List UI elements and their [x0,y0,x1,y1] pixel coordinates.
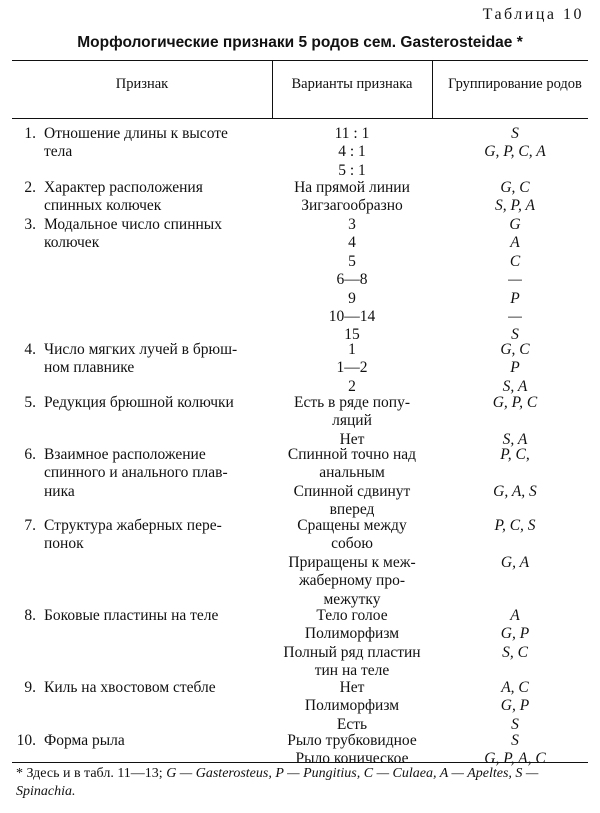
grouping-cell-line: G, A, S [493,482,537,500]
footnote-intro: * Здесь и в табл. 11—13; [16,766,163,781]
header-rule [12,118,588,119]
variants-cell-line: Спинной точно над [287,446,417,463]
row-number: 1. [24,125,36,142]
header-variants: Варианты признака [291,76,413,92]
variants-cell [272,607,432,681]
variants-cell-line: 11 : 1 [334,125,370,142]
feature-cell [44,125,280,162]
feature-cell [44,216,280,253]
feature-cell [44,394,280,412]
variants-cell [272,216,432,345]
grouping-cell [432,517,598,609]
footnote-abbreviations: G — Gasterosteus, P — Pungitius, C — Culaea, A — Apeltes, S — Spinachia. [16,766,539,799]
grouping-cell-line: S [511,732,519,749]
grouping-cell-line: G, P, C, A [484,143,546,161]
grouping-cell-line: A [510,234,520,252]
variants-cell [272,394,432,449]
grouping-cell-line: S, P, A [495,197,535,215]
grouping-cell-line: A [510,607,520,624]
row-number: 8. [24,607,36,624]
grouping-cell [432,216,598,345]
grouping-cell [432,446,598,520]
header-grouping: Группирование родов [448,76,582,92]
bottom-rule [12,762,588,763]
variants-cell-line: 9 [348,289,356,307]
variants-cell-line: 4 : 1 [338,143,366,161]
feature-cell [44,732,280,750]
variants-cell-line: вперед [329,501,375,519]
feature-cell-line: Боковые пластины на теле [44,607,219,624]
variants-cell-line: Нет [339,679,365,696]
feature-cell [44,607,280,625]
variants-cell-line: 2 [348,377,356,395]
grouping-cell-line: G, P, C [492,394,538,411]
variants-cell-line: жаберному про- [298,572,406,590]
grouping-cell [432,341,598,396]
top-rule [12,60,588,61]
row-number: 9. [24,679,36,696]
variants-cell [272,679,432,734]
feature-cell [44,679,280,697]
variants-cell [272,732,432,769]
variants-cell-line: анальным [319,464,385,482]
row-number: 3. [24,216,36,233]
variants-cell-line: 10—14 [328,307,376,325]
grouping-cell-line: G, A [500,553,530,571]
variants-cell-line: Тело голое [316,607,388,624]
grouping-cell-line: — [508,307,522,325]
feature-cell-line: ном плавнике [44,359,135,377]
grouping-cell-line [432,464,598,482]
feature-cell-line: Форма рыла [44,732,125,749]
table-number: Таблица 10 [482,6,584,23]
grouping-cell-line: P, C, [500,446,530,463]
grouping-cell-line: S, A [502,377,528,395]
variants-cell-line: Приращены к меж- [288,553,416,571]
feature-cell-line: Киль на хвостовом стебле [44,679,216,696]
feature-cell-line: Взаимное расположение [44,446,206,463]
variants-cell-line: межутку [323,590,381,608]
row-number: 6. [24,446,36,463]
table-caption: Морфологические признаки 5 родов сем. Gasterosteidae * [77,34,523,51]
variants-cell-line: тин на теле [314,662,390,680]
grouping-cell [432,679,598,734]
feature-cell [44,517,280,554]
feature-cell-line: ника [44,482,75,500]
variants-cell-line: собою [331,535,373,553]
variants-cell-line: 1—2 [336,359,368,377]
grouping-cell-line: A, C [501,679,529,696]
grouping-cell-line: G [509,216,521,233]
feature-cell [44,341,280,378]
variants-cell-line: 3 [348,216,356,233]
feature-cell-line: колючек [44,234,100,252]
grouping-cell-line: C [509,252,521,270]
row-number: 7. [24,517,36,534]
variants-cell-line: Полный ряд пластин [283,643,421,661]
feature-cell-line: спинных колючек [44,197,162,215]
grouping-cell-line [432,572,598,590]
grouping-cell-line [432,162,598,180]
grouping-cell-line: G, P [500,625,530,643]
grouping-cell-line [432,412,598,430]
feature-cell-line: понок [44,535,84,553]
footnote [16,765,592,801]
grouping-cell [432,732,598,769]
grouping-cell-line: S [511,326,519,344]
feature-cell-line: тела [44,143,73,161]
variants-cell-line: Сращены между [297,517,407,534]
feature-cell-line: Характер расположения [44,179,203,196]
variants-cell-line: Зигзагообразно [301,197,403,215]
feature-cell-line: Число мягких лучей в брюш- [44,341,238,358]
feature-cell [44,179,280,216]
variants-cell-line: Есть [336,715,368,733]
grouping-cell-line: — [508,271,522,289]
grouping-cell-line: S, A [502,430,528,448]
variants-cell [272,446,432,520]
variants-cell-line: Полиморфизм [304,697,400,715]
grouping-cell-line: G, C [500,179,530,196]
row-number: 4. [24,341,36,358]
variants-cell-line: 5 [348,252,356,270]
variants-cell [272,341,432,396]
variants-cell-line: Рыло трубковидное [287,732,417,749]
grouping-cell-line: G, C [500,341,530,358]
grouping-cell [432,179,598,216]
feature-cell-line: спинного и анального плав- [44,464,228,482]
header-feature: Признак [115,76,169,92]
grouping-cell-line: P [510,289,520,307]
variants-cell-line: Спинной сдвинут [293,482,411,500]
grouping-cell [432,394,598,449]
grouping-cell [432,125,598,180]
grouping-cell-line: S [511,125,519,142]
variants-cell [272,517,432,609]
feature-cell [44,446,280,501]
variants-cell-line: 4 [348,234,356,252]
grouping-cell-line: P, C, S [494,517,536,534]
variants-cell-line: Рыло коническое [295,750,409,768]
feature-cell-line: Отношение длины к высоте [44,125,228,142]
grouping-cell-line: S [511,715,519,733]
variants-cell-line: 15 [344,326,360,344]
variants-cell-line: Есть в ряде попу- [293,394,411,411]
variants-cell [272,125,432,180]
variants-cell-line: 6—8 [336,271,368,289]
feature-cell-line: Редукция брюшной колючки [44,394,234,411]
variants-cell-line: 1 [348,341,356,358]
grouping-cell-line [432,662,598,680]
variants-cell-line: 5 : 1 [338,161,366,179]
variants-cell-line: ляций [332,412,372,430]
feature-cell-line: Модальное число спинных [44,216,222,233]
grouping-cell-line [432,535,598,553]
variants-cell-line: Полиморфизм [304,625,400,643]
grouping-cell-line: G, P, A, C [484,750,546,768]
grouping-cell-line: P [510,359,520,377]
variants-cell [272,179,432,216]
row-number: 2. [24,179,36,196]
variants-cell-line: На прямой линии [294,179,410,196]
grouping-cell [432,607,598,681]
row-number: 5. [24,394,36,411]
feature-cell-line: Структура жаберных пере- [44,517,222,534]
variants-cell-line: Нет [339,430,365,448]
grouping-cell-line: G, P [500,697,530,715]
row-number: 10. [16,732,36,749]
grouping-cell-line: S, C [502,643,528,661]
